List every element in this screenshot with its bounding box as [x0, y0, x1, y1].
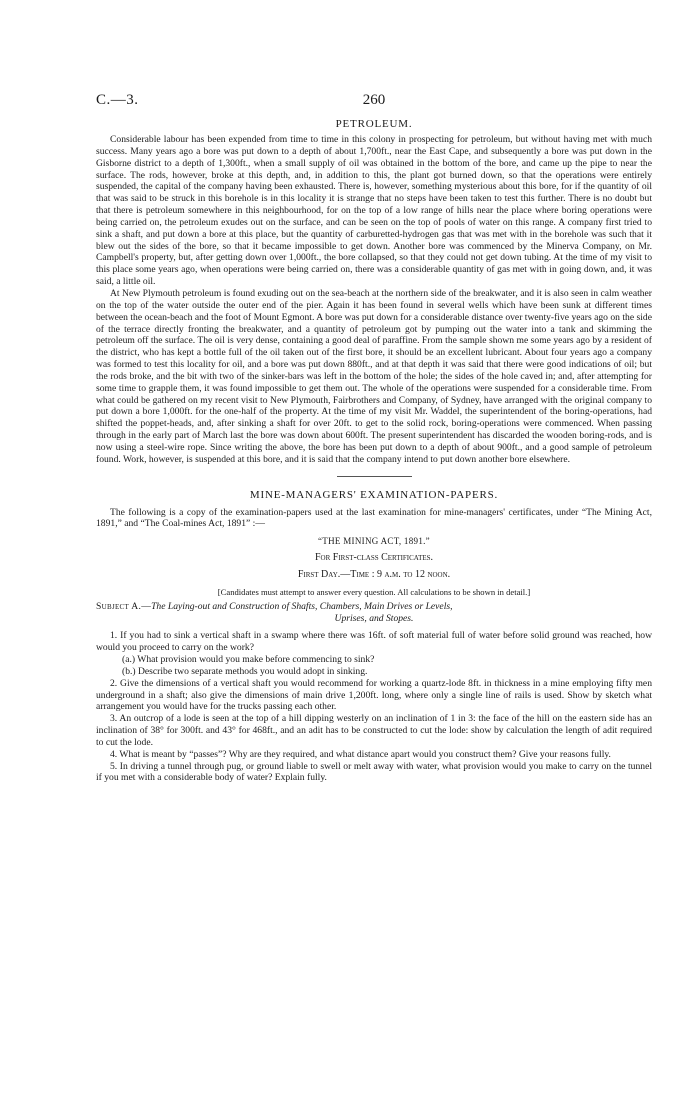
- candidates-note: [Candidates must attempt to answer every question. All calculations to be shown in detail.]: [217, 587, 531, 598]
- page-header: [96, 92, 652, 116]
- examination-heading: MINE-MANAGERS' EXAMINATION-PAPERS.: [249, 488, 499, 501]
- question-1: 1. If you had to sink a vertical shaft in a swamp where there was 16ft. of soft material full of water before solid ground was reached, how would you proceed to carry on the work?: [96, 630, 652, 654]
- subject-title: The Laying-out and Construction of Shafts, Chambers, Main Drives or Levels,: [151, 601, 453, 613]
- question-5: 5. In driving a tunnel through pug, or ground liable to swell or melt away with water, what provision would you make to carry on the tunnel if you met with a considerable body of water? Explain fully.: [96, 760, 652, 784]
- petroleum-paragraph-1: Considerable labour has been expended from time to time in this colony in prospecting for petroleum, but without having met with much success. Many years ago a bore was put down to a depth of about 1,700ft., near the East Cape, and subsequently a bore was put down in the Gisborne district to a depth of 1,300ft., when a small supply of oil was obtained in the bottom of the bore, and came up the pipe to near the surface. The rods, however, broke at this depth, and, in addition to this, the plant got burned down, so that the operations were entirely suspended, the capital of the company having been exhausted. There is, however, something mysterious about this bore, for if the quantity of oil that was said to be struck in this borehole is in this locality it is strange that no steps have been taken to test this further. There is no doubt but that there is petroleum somewhere in this neighbourhood, for on the top of a low range of hills near the place where boring operations were being carried on, the petroleum exudes out on the surface, and can be seen on the top of pools of water on this range. A company first tried to sink a shaft, and put down a bore at this place, but the quantity of carburetted-hydrogen gas that was met with in the borehole was such that it blew out the sides of the bore, so that it became impossible to get down. Another bore was commenced by the Minerva Company, on Mr. Campbell's property, but, after getting down over 1,000ft., the bore collapsed, so that they could not get down tubing. At the time of my visit to this place some years ago, when operations were being carried on, there was a considerable quantity of gas met with in going down, and, it was said, a little oil.: [96, 134, 652, 288]
- question-3: 3. An outcrop of a lode is seen at the top of a hill dipping westerly on an inclination of 1 in 3: the face of the hill on the eastern side has an inclination of 38° for 300ft. and 43° for 468ft., and an adit has to be constructed to cut the lode: show by calculation the length of adit required to cut the lode.: [96, 713, 652, 748]
- examination-intro: The following is a copy of the examination-papers used at the last examination for mine-managers' certificates, under “The Mining Act, 1891,” and “The Coal-mines Act, 1891” :—: [96, 506, 652, 530]
- document-reference: C.—3.: [96, 92, 139, 108]
- question-1-part-b: (b.) Describe two separate methods you would adopt in sinking.: [122, 665, 368, 677]
- subject-label: Subject A.—: [96, 601, 152, 613]
- section-divider: [337, 476, 412, 477]
- act-title: “THE MINING ACT, 1891.”: [318, 536, 430, 547]
- document-page: [96, 92, 652, 784]
- petroleum-heading: PETROLEUM.: [335, 118, 413, 130]
- page-number: 260: [362, 92, 386, 108]
- day-heading: First Day.—Time : 9 a.m. to 12 noon.: [297, 569, 451, 581]
- subject-title-continued: Uprises, and Stopes.: [334, 613, 414, 625]
- question-4: 4. What is meant by “passes”? Why are they required, and what distance apart would you construct them? Give your reasons fully.: [110, 748, 611, 760]
- question-2: 2. Give the dimensions of a vertical shaft you would recommend for working a quartz-lode 8ft. in thickness in a mine employing fifty men underground in a shaft; also give the dimensions of main drive 1,200ft. long, where only a single line of rails is used. Show by sketch what arrangement you would have for the trucks passing each other.: [96, 677, 652, 713]
- subject-line: [96, 601, 652, 613]
- question-1-part-a: (a.) What provision would you make before commencing to sink?: [122, 654, 375, 665]
- certificate-heading: For First-class Certificates.: [314, 552, 434, 564]
- petroleum-paragraph-2: At New Plymouth petroleum is found exuding out on the sea-beach at the northern side of the breakwater, and it is also seen in calm weather on the top of the water outside the outer end of the pier. Again it has been found in several wells which have been sunk at different times between the ocean-beach and the foot of Mount Egmont. A bore was put down for a considerable distance over twenty-five years ago on the side of the terrace directly fronting the breakwater, and a quantity of petroleum got by pumping out the water into a tank and skimming the petroleum off the surface. The oil is very dense, containing a good deal of paraffine. From the sample shown me some years ago by a resident of the district, who has kept a bottle full of the oil taken out of the first bore, it should be an excellent lubricant. About four years ago a company was formed to test this locality for oil, and a bore was put down 880ft., and at that depth it was said that there were good indications of oil; but the rods broke, and the bit with two of the sinker-bars was left in the bottom of the hole; the sides of the hole caved in; and, after attempting for some time to grapple them, it was found impossible to get them out. The whole of the operations were suspended for a considerable time. From what could be gathered on my recent visit to New Plymouth, Fairbrothers and Company, of Sydney, have arranged with the original company to put down a bore 1,000ft. for the one-half of the property. At the time of my visit Mr. Waddel, the superintendent of the boring-operations, had shifted the poppet-heads, and, after sinking a shaft for over 20ft. to get to the solid rock, boring-operations were commenced. When passing through in the early part of March last the bore was down about 600ft. The present superintendent has discarded the wooden boring-rods, and is now using a steel-wire rope. Since writing the above, the bore has been put down to a depth of about 900ft., and a good sample of petroleum found. Work, however, is suspended at this bore, and it is said that the company intend to put down another bore elsewhere.: [96, 287, 652, 465]
